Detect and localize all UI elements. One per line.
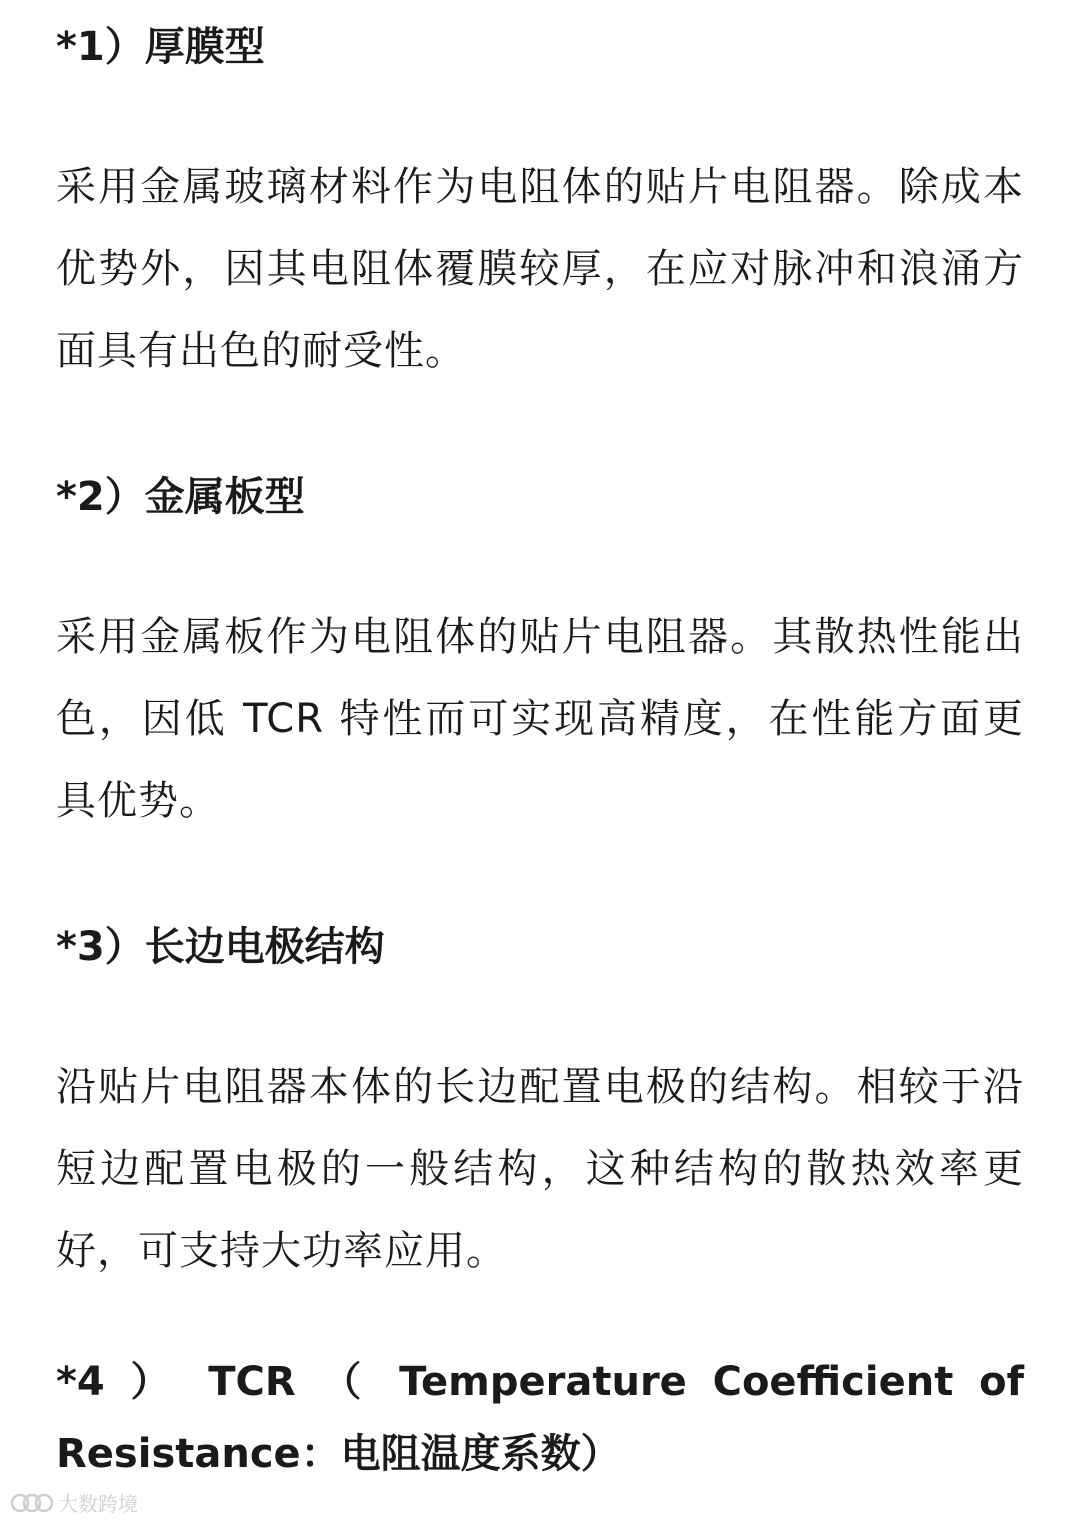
section-1-body: 采用金属玻璃材料作为电阻体的贴片电阻器。除成本优势外，因其电阻体覆膜较厚，在应对脉冲和浪涌方面具有出色的耐受性。 — [56, 164, 1024, 374]
brand-logo-icon — [10, 1490, 54, 1516]
section-3-heading: *3）长边电极结构 — [56, 924, 385, 970]
section-1-heading: *1）厚膜型 — [56, 24, 265, 70]
watermark — [10, 1488, 138, 1517]
section-4-heading: *4 ） TCR （ Temperature Coefficient of Resistance：电阻温度系数） — [56, 1359, 1024, 1477]
section-3-body: 沿贴片电阻器本体的长边配置电极的结构。相较于沿短边配置电极的一般结构，这种结构的散热效率更好，可支持大功率应用。 — [56, 1064, 1024, 1274]
section-2-heading: *2）金属板型 — [56, 474, 305, 520]
watermark-text: 大数跨境 — [58, 1492, 138, 1516]
section-2-body: 采用金属板作为电阻体的贴片电阻器。其散热性能出色，因低 TCR 特性而可实现高精度，在性能方面更具优势。 — [56, 614, 1024, 824]
